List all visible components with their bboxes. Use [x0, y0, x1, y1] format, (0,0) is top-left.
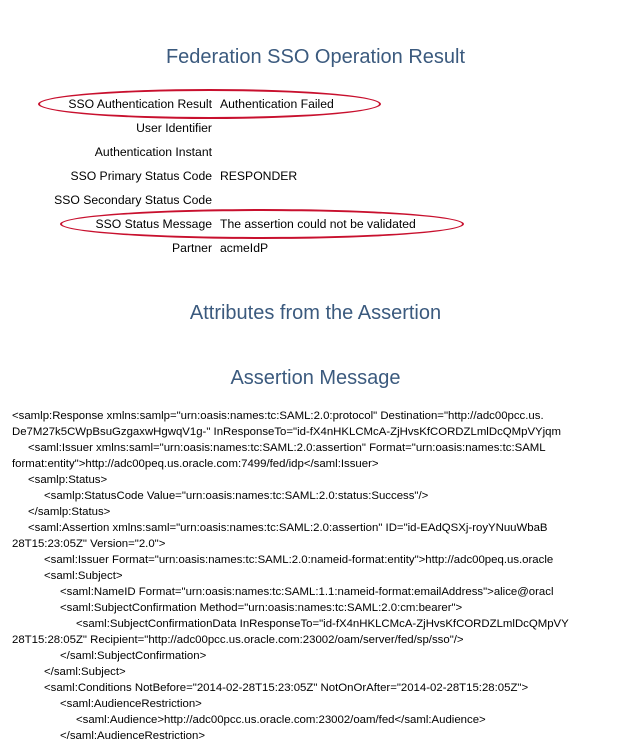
result-label: Authentication Instant	[94, 145, 212, 159]
xml-line: <saml:Audience>http://adc00pcc.us.oracle.com:23002/oam/fed</saml:Audience>	[76, 714, 486, 726]
xml-line: <saml:Assertion xmlns:saml="urn:oasis:names:tc:SAML:2.0:assertion" ID="id-EAdQSXj-royYNuuWbaB	[28, 522, 548, 534]
result-value: RESPONDER	[220, 169, 298, 183]
xml-line: <saml:AudienceRestriction>	[60, 698, 202, 710]
attributes-heading: Attributes from the Assertion	[189, 302, 442, 324]
result-row	[0, 192, 631, 208]
xml-line: De7M27k5CWpBsuGzgaxwHgwqV1g-" InResponseTo="id-fX4nHKLCMcA-ZjHvsKfCORDZLmlDcQMpVYjqm	[12, 426, 561, 438]
xml-line: <saml:Issuer xmlns:saml="urn:oasis:names:tc:SAML:2.0:assertion" Format="urn:oasis:names:tc:SAML	[28, 442, 546, 454]
result-row	[0, 96, 631, 112]
xml-line: <saml:Subject>	[44, 570, 123, 582]
xml-line: </saml:SubjectConfirmation>	[60, 650, 207, 662]
result-label: SSO Authentication Result	[68, 97, 212, 111]
result-label: SSO Secondary Status Code	[54, 193, 212, 207]
xml-line: format:entity">http://adc00peq.us.oracle.com:7499/fed/idp</saml:Issuer>	[12, 458, 379, 470]
xml-line: </samlp:Status>	[28, 506, 111, 518]
page-title: Federation SSO Operation Result	[165, 46, 466, 68]
result-label: SSO Primary Status Code	[70, 169, 212, 183]
result-row	[0, 144, 631, 160]
result-row	[0, 120, 631, 136]
result-value: The assertion could not be validated	[220, 217, 416, 231]
assertion-heading: Assertion Message	[230, 367, 401, 389]
xml-line: 28T15:23:05Z" Version="2.0">	[12, 538, 166, 550]
result-row	[0, 216, 631, 232]
xml-line: <samlp:Status>	[28, 474, 108, 486]
result-value: acmeIdP	[220, 241, 269, 255]
xml-line: <saml:SubjectConfirmationData InResponseTo="id-fX4nHKLCMcA-ZjHvsKfCORDZLmlDcQMpVY	[76, 618, 569, 630]
result-value: Authentication Failed	[220, 97, 334, 111]
xml-line: <samlp:Response xmlns:samlp="urn:oasis:names:tc:SAML:2.0:protocol" Destination="http://adc00pcc.us.	[12, 410, 544, 422]
result-row	[0, 240, 631, 256]
result-row	[0, 168, 631, 184]
xml-line: <saml:NameID Format="urn:oasis:names:tc:SAML:1.1:nameid-format:emailAddress">alice@oracl	[60, 586, 554, 598]
result-label: Partner	[172, 241, 212, 255]
xml-line: <saml:Conditions NotBefore="2014-02-28T15:23:05Z" NotOnOrAfter="2014-02-28T15:28:05Z">	[44, 682, 529, 694]
xml-line: </saml:AudienceRestriction>	[60, 730, 205, 742]
assertion-xml	[0, 408, 631, 745]
result-label: User Identifier	[136, 121, 212, 135]
xml-line: </saml:Subject>	[44, 666, 126, 678]
xml-line: 28T15:28:05Z" Recipient="http://adc00pcc.us.oracle.com:23002/oam/server/fed/sp/sso"/>	[12, 634, 464, 646]
xml-line: <saml:SubjectConfirmation Method="urn:oasis:names:tc:SAML:2.0:cm:bearer">	[60, 602, 463, 614]
xml-line: <samlp:StatusCode Value="urn:oasis:names:tc:SAML:2.0:status:Success"/>	[44, 490, 429, 502]
xml-line: <saml:Issuer Format="urn:oasis:names:tc:SAML:2.0:nameid-format:entity">http://adc00peq.us.oracle	[44, 554, 554, 566]
result-label: SSO Status Message	[95, 217, 212, 231]
